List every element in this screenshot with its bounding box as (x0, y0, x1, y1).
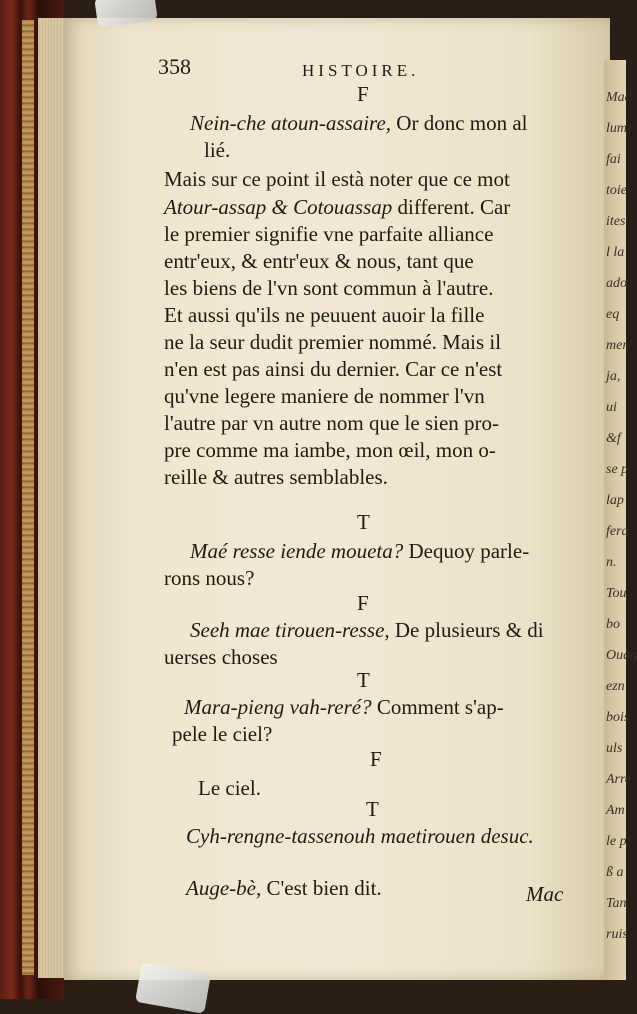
native-phrase: Mara-pieng vah-reré? (184, 695, 372, 719)
native-phrase: Nein-che atoun-assaire, (190, 111, 392, 135)
facing-page-fragment: le p (606, 834, 627, 849)
page-stack-edge (38, 18, 66, 978)
dialogue-line (190, 541, 529, 562)
continuation-line: lié. (204, 138, 231, 162)
facing-page-fragment: lum (606, 121, 627, 136)
facing-page-fragment: uls (606, 741, 623, 756)
french-translation: Comment s'ap- (376, 695, 504, 719)
speaker-marker: F (357, 591, 369, 615)
native-phrase: Auge-bè, (186, 876, 262, 900)
facing-page-fragment: mer (606, 338, 628, 353)
facing-page-fragment: ß a (606, 865, 624, 880)
dialogue-line (190, 113, 528, 134)
facing-page-fragment: ja, (606, 369, 621, 384)
facing-page-fragment: fai (606, 152, 621, 167)
dialogue-line (186, 878, 382, 899)
facing-page-fragment: fera (606, 524, 629, 539)
text-line: pre comme ma iambe, mon œil, mon o- (164, 438, 496, 462)
facing-page-fragment: bo (606, 617, 620, 632)
french-translation: C'est bien dit. (266, 876, 382, 900)
speaker-marker: T (357, 510, 370, 534)
book-page (64, 18, 610, 980)
facing-page-fragment: ui (606, 400, 617, 415)
facing-page-fragment: &f (606, 431, 621, 446)
native-phrase: Seeh mae tirouen-resse, (190, 618, 390, 642)
facing-page-fragment: l la (606, 245, 625, 260)
speaker-marker: F (370, 747, 382, 771)
running-title: HISTOIRE. (302, 61, 420, 80)
text-line: l'autre par vn autre nom que le sien pro- (164, 411, 499, 435)
french-line: Le ciel. (198, 776, 261, 800)
facing-page-fragment: se p (606, 462, 629, 477)
text-line: ne la seur dudit premier nommé. Mais il (164, 330, 502, 354)
facing-page-fragment: lap (606, 493, 624, 508)
french-translation: Dequoy parle- (408, 539, 530, 563)
french-translation: different. Car (397, 195, 511, 219)
native-phrase: Maé resse iende moueta? (190, 539, 404, 563)
facing-page-fragment: Am (606, 803, 625, 818)
facing-page-fragment: Mac (606, 90, 631, 105)
facing-page-edge (604, 60, 637, 980)
french-translation: Or donc mon al (396, 111, 528, 135)
text-line: qu'vne legere maniere de nommer l'vn (164, 384, 485, 408)
facing-page-fragment: ruis (606, 927, 628, 942)
facing-page-fragment: Ouag (606, 648, 637, 663)
dialogue-line (184, 697, 504, 718)
text-line: Mais sur ce point il està noter que ce mot (164, 167, 510, 191)
facing-page-fragment: ites (606, 214, 626, 229)
facing-page-fragment: Arre (606, 772, 632, 787)
text-line: Et aussi qu'ils ne peuuent auoir la fille (164, 303, 485, 327)
dialogue-line (190, 620, 544, 641)
dialogue-line (164, 197, 510, 218)
french-translation: De plusieurs & di (394, 618, 544, 642)
continuation-line: uerses choses (164, 645, 278, 669)
speaker-marker: F (357, 82, 369, 106)
gilt-page-edge (22, 20, 34, 975)
native-phrase-full: Cyh-rengne-tassenouh maetirouen desuc. (186, 824, 534, 848)
page-number: 358 (158, 54, 191, 79)
native-phrase: Atour-assap & Cotouassap (164, 195, 393, 219)
facing-page-fragment: ezn (606, 679, 625, 694)
speaker-marker: T (366, 797, 379, 821)
facing-page-fragment: bois (606, 710, 630, 725)
text-line: n'en est pas ainsi du dernier. Car ce n'est (164, 357, 503, 381)
facing-page-fragment: eq (606, 307, 620, 322)
speaker-marker: T (357, 668, 370, 692)
continuation-line: pele le ciel? (172, 722, 273, 746)
facing-page-fragment: n. (606, 555, 617, 570)
facing-page-fragment: ado (606, 276, 627, 291)
text-line: entr'eux, & entr'eux & nous, tant que (164, 249, 474, 273)
catchword: Mac (526, 882, 564, 906)
facing-page-fragment: toie (606, 183, 627, 198)
text-line: reille & autres semblables. (164, 465, 388, 489)
facing-page-fragment: Tou (606, 586, 627, 601)
facing-page-fragment: Tan (606, 896, 627, 911)
continuation-line: rons nous? (164, 566, 255, 590)
text-line: les biens de l'vn sont commun à l'autre. (164, 276, 494, 300)
text-line: le premier signifie vne parfaite alliance (164, 222, 494, 246)
